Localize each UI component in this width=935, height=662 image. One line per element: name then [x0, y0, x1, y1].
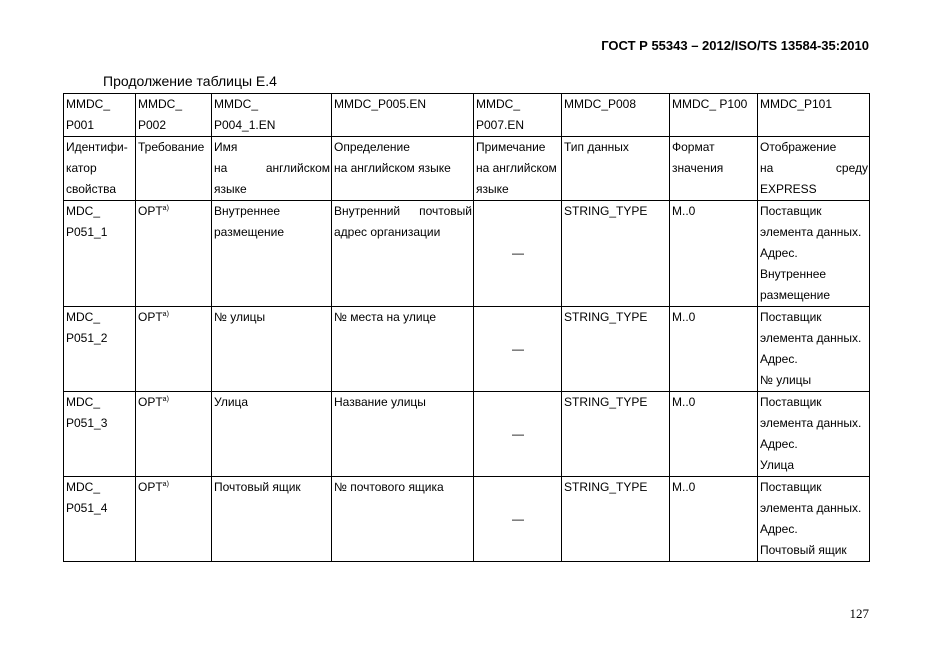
requirement-value: OPT: [138, 310, 163, 324]
definition-cell-line: Название улицы: [334, 395, 426, 409]
mapping-cell: [758, 392, 870, 477]
name-header-cell-line: Примечание: [476, 140, 546, 154]
code-header-cell: [64, 94, 136, 137]
page-number: 127: [849, 606, 869, 621]
format-cell: M..0: [670, 392, 758, 477]
note-cell: —: [474, 201, 562, 307]
requirement-footnote: a): [162, 481, 169, 488]
code-header-cell-line: MMDC_P101: [760, 97, 833, 111]
name-header-cell-line: Отображение: [760, 140, 837, 154]
definition-cell: [332, 201, 474, 307]
property-id-cell-line: P051_3: [66, 416, 108, 430]
format-cell: M..0: [670, 201, 758, 307]
requirement-footnote: a): [162, 396, 169, 403]
requirement-value: OPT: [138, 395, 163, 409]
mapping-cell-line: № улицы: [760, 373, 812, 387]
mapping-cell-line: размещение: [760, 288, 831, 302]
mapping-cell-line: Почтовый ящик: [760, 543, 847, 557]
property-id-cell: [64, 392, 136, 477]
name-header-cell-line: Идентифи-: [66, 140, 128, 154]
mapping-cell-line: Внутреннее: [760, 267, 827, 281]
code-header-cell-line: MMDC_: [214, 97, 258, 111]
table-row: [64, 307, 870, 392]
code-header-cell-line: MMDC_: [476, 97, 520, 111]
requirement-value: OPT: [138, 480, 163, 494]
name-cell-line: Почтовый ящик: [214, 480, 301, 494]
mapping-cell-line: Адрес.: [760, 246, 798, 260]
mapping-cell-line: элемента данных.: [760, 501, 862, 515]
requirement-value: OPT: [138, 204, 163, 218]
name-header-cell: [758, 137, 870, 201]
property-id-cell: [64, 307, 136, 392]
property-id-cell-line: MDC_: [66, 395, 101, 409]
name-header-cell-line: свойства: [66, 182, 117, 196]
mapping-cell-line: Поставщик: [760, 395, 822, 409]
note-cell: —: [474, 477, 562, 562]
name-cell-line: размещение: [214, 225, 285, 239]
property-id-cell-line: MDC_: [66, 480, 101, 494]
name-header-cell: [136, 137, 212, 201]
name-header-cell-line: на среду: [760, 161, 868, 175]
code-header-cell: [562, 94, 670, 137]
code-header-cell-line: P004_1.EN: [214, 118, 276, 132]
mapping-cell-line: Улица: [760, 458, 795, 472]
mapping-cell-line: Адрес.: [760, 437, 798, 451]
format-cell: M..0: [670, 307, 758, 392]
data-type-cell: STRING_TYPE: [562, 477, 670, 562]
property-id-cell: [64, 477, 136, 562]
requirement-cell: [136, 392, 212, 477]
name-header-cell-line: Определение: [334, 140, 410, 154]
name-header-cell-line: на английском: [476, 161, 557, 175]
table-caption: Продолжение таблицы Е.4: [103, 73, 277, 89]
code-header-cell-line: MMDC_: [138, 97, 182, 111]
requirement-footnote: a): [162, 205, 169, 212]
note-cell: —: [474, 307, 562, 392]
name-header-row: [64, 137, 870, 201]
mapping-cell-line: Адрес.: [760, 352, 798, 366]
name-header-cell: [332, 137, 474, 201]
name-header-cell: [670, 137, 758, 201]
name-header-cell-line: значения: [672, 161, 724, 175]
code-header-cell-line: P007.EN: [476, 118, 525, 132]
property-id-cell-line: P051_4: [66, 501, 108, 515]
code-header-cell-line: P002: [138, 118, 167, 132]
code-header-cell-line: MMDC_P008: [564, 97, 637, 111]
mapping-cell-line: Поставщик: [760, 204, 822, 218]
property-id-cell-line: MDC_: [66, 204, 101, 218]
name-cell-line: Улица: [214, 395, 249, 409]
name-cell: [212, 392, 332, 477]
mapping-cell: [758, 477, 870, 562]
property-id-cell: [64, 201, 136, 307]
note-cell: —: [474, 392, 562, 477]
definition-cell: [332, 477, 474, 562]
name-header-cell-line: катор: [66, 161, 97, 175]
name-header-cell-line: EXPRESS: [760, 182, 817, 196]
definition-cell-line: № места на улице: [334, 310, 436, 324]
definition-cell-line: Внутренний почтовый: [334, 204, 472, 218]
code-header-cell: [670, 94, 758, 137]
code-header-cell-line: MMDC_: [66, 97, 110, 111]
definition-cell-line: № почтового ящика: [334, 480, 444, 494]
code-header-cell-line: MMDC_ P100: [672, 97, 748, 111]
code-header-cell: [212, 94, 332, 137]
name-cell: [212, 201, 332, 307]
properties-table: [63, 93, 870, 562]
code-header-row: [64, 94, 870, 137]
name-header-cell-line: на английском: [214, 161, 330, 175]
name-header-cell-line: Требование: [138, 140, 205, 154]
document-header: ГОСТ Р 55343 – 2012/ISO/TS 13584-35:2010: [601, 38, 869, 53]
name-cell-line: Внутреннее: [214, 204, 281, 218]
mapping-cell: [758, 307, 870, 392]
name-cell-line: № улицы: [214, 310, 266, 324]
data-type-cell: STRING_TYPE: [562, 392, 670, 477]
name-cell: [212, 477, 332, 562]
name-header-cell: [562, 137, 670, 201]
property-id-cell-line: P051_2: [66, 331, 108, 345]
mapping-cell-line: Поставщик: [760, 310, 822, 324]
name-header-cell: [212, 137, 332, 201]
requirement-cell: [136, 477, 212, 562]
code-header-cell: [136, 94, 212, 137]
table-row: [64, 392, 870, 477]
requirement-cell: [136, 201, 212, 307]
definition-cell-line: адрес организации: [334, 225, 441, 239]
name-header-cell-line: Имя: [214, 140, 238, 154]
name-header-cell-line: языке: [476, 182, 509, 196]
data-type-cell: STRING_TYPE: [562, 307, 670, 392]
code-header-cell: [474, 94, 562, 137]
code-header-cell: [758, 94, 870, 137]
requirement-footnote: a): [162, 311, 169, 318]
property-id-cell-line: MDC_: [66, 310, 101, 324]
mapping-cell-line: Адрес.: [760, 522, 798, 536]
code-header-cell: [332, 94, 474, 137]
mapping-cell-line: элемента данных.: [760, 416, 862, 430]
name-header-cell-line: на английском языке: [334, 161, 451, 175]
definition-cell: [332, 392, 474, 477]
mapping-cell-line: Поставщик: [760, 480, 822, 494]
table-row: [64, 477, 870, 562]
name-header-cell-line: Формат: [672, 140, 715, 154]
requirement-cell: [136, 307, 212, 392]
name-header-cell-line: Тип данных: [564, 140, 629, 154]
name-header-cell: [474, 137, 562, 201]
mapping-cell-line: элемента данных.: [760, 225, 862, 239]
property-id-cell-line: P051_1: [66, 225, 108, 239]
code-header-cell-line: P001: [66, 118, 95, 132]
name-header-cell: [64, 137, 136, 201]
mapping-cell: [758, 201, 870, 307]
name-cell: [212, 307, 332, 392]
code-header-cell-line: MMDC_P005.EN: [334, 97, 427, 111]
table-row: [64, 201, 870, 307]
definition-cell: [332, 307, 474, 392]
format-cell: M..0: [670, 477, 758, 562]
data-type-cell: STRING_TYPE: [562, 201, 670, 307]
name-header-cell-line: языке: [214, 182, 247, 196]
mapping-cell-line: элемента данных.: [760, 331, 862, 345]
